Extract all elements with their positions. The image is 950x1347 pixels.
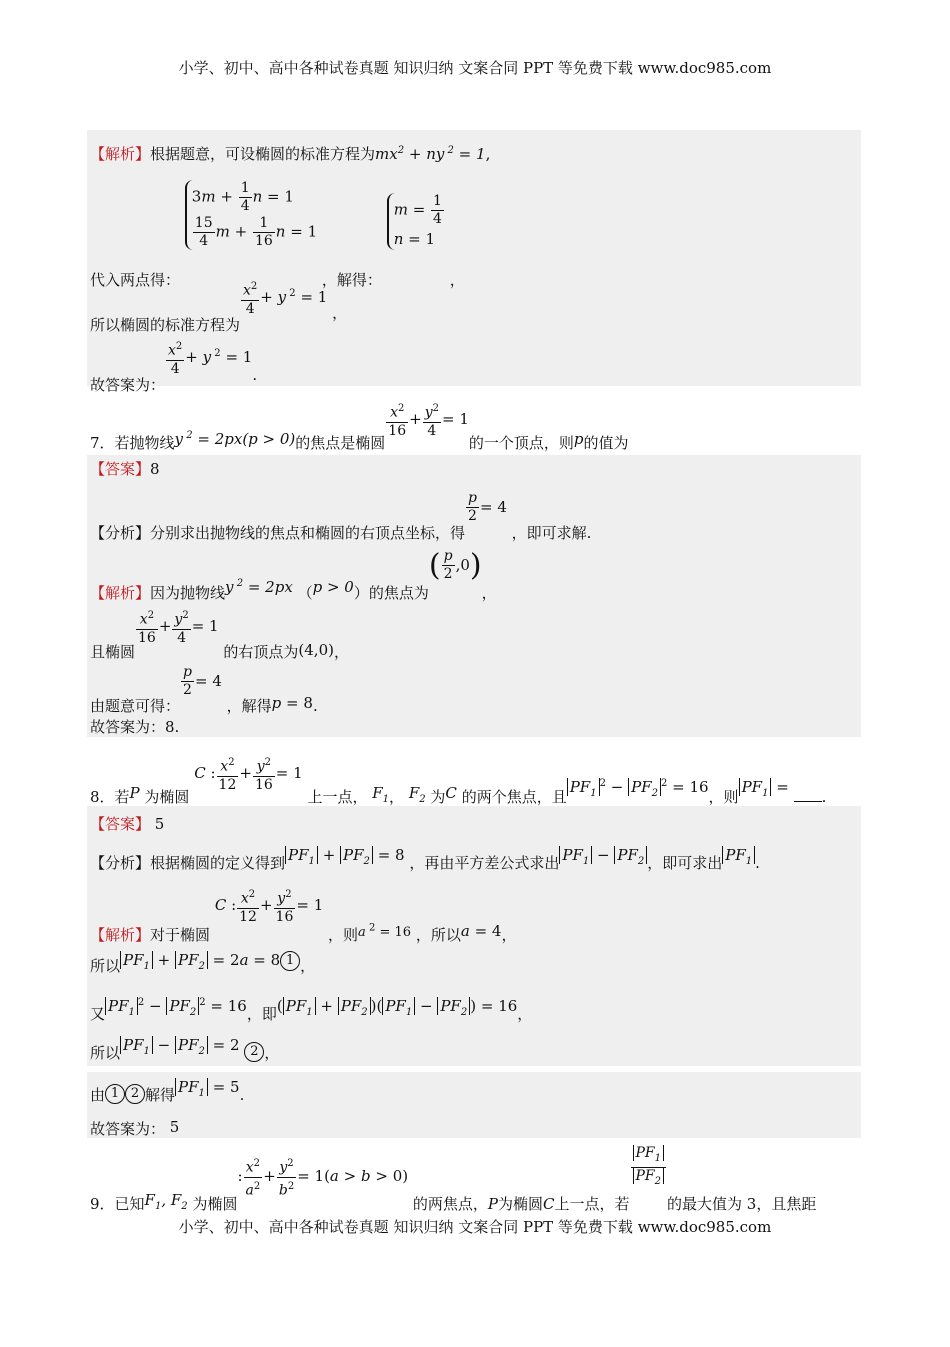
solution-text: （ xyxy=(297,583,313,602)
equation: $PF_1$ xyxy=(722,846,755,864)
question-text: 上一点， xyxy=(307,787,368,806)
question-text: ，则 xyxy=(708,787,739,806)
page-footer: 小学、初中、高中各种试卷真题 知识归纳 文案合同 PPT 等免费下载 www.doc985.com xyxy=(178,1218,772,1236)
question-text: 的一个顶点，则 xyxy=(468,433,574,452)
equation: C : $\frac{x^2}{12}$ + $\frac{y^2}{16}$ = 1 xyxy=(194,764,302,782)
page-header: 小学、初中、高中各种试卷真题 知识归纳 文案合同 PPT 等免费下载 www.doc985.com xyxy=(178,59,772,77)
variable: C xyxy=(543,1195,555,1214)
equation: $PF_1 - PF_2 = 2$ xyxy=(120,1036,240,1054)
answer-line xyxy=(90,814,164,834)
equation: $\frac{p}{2}$ = 4 xyxy=(468,490,507,524)
solution-text: 根据题意，可设椭圆的标准方程为 xyxy=(150,145,376,163)
solution-text: ，解得： xyxy=(321,271,382,289)
equation: $mx^2$ + ny $^2$ = 1 xyxy=(375,145,486,163)
solution-text: 因为抛物线 xyxy=(150,583,226,602)
solution-line xyxy=(90,338,258,394)
answer-tag: 【答案】 xyxy=(90,815,151,833)
question-text: 8．若 xyxy=(90,787,130,806)
circled-number: 1 xyxy=(105,1084,125,1104)
question-text: 的两个焦点，且 xyxy=(461,787,567,806)
solution-line xyxy=(90,1077,244,1104)
question-text: ， xyxy=(389,787,405,806)
equation: : $\frac{x^2}{a^2}$ + $\frac{y^2}{b^2}$ = 1(a > b > 0) xyxy=(237,1167,408,1185)
equation: y $^2$ = 2px xyxy=(225,577,293,596)
equation-system: m = $\frac{1}{4}$ n = 1 xyxy=(387,193,445,250)
solution-text: ， xyxy=(501,925,517,944)
equation: p = 8 xyxy=(271,693,313,712)
solution-text: ， xyxy=(332,303,348,322)
question-text: 9．已知 xyxy=(90,1195,145,1214)
question-text: 上一点，若 xyxy=(554,1195,630,1214)
solution-line xyxy=(90,547,497,602)
question-text: 的最大值为 3，且焦距 xyxy=(667,1195,817,1214)
equation: $PF_1 = 5$ xyxy=(175,1078,240,1096)
equation: $\frac{PF_1}{PF_2}$ xyxy=(630,1157,668,1175)
equation: y $^2$ = 2px(p > 0) xyxy=(174,429,296,448)
question-text: 为 xyxy=(430,787,446,806)
variable: p xyxy=(573,429,584,448)
equation: $\frac{x^2}{4}$ + y $^2$ = 1 xyxy=(240,288,327,306)
variable: $F_1$ xyxy=(372,783,390,805)
answer-value: 8 xyxy=(150,460,160,478)
solution-line xyxy=(90,717,179,737)
solution-line xyxy=(90,993,532,1023)
equation: $\frac{x^2}{16}$ + $\frac{y^2}{4}$ = 1 xyxy=(385,410,469,428)
question-text: 为椭圆 xyxy=(497,1195,543,1214)
variable: P xyxy=(487,1195,498,1214)
solution-text: 所以 xyxy=(90,957,121,975)
solution-text: 所以椭圆的标准方程为 xyxy=(90,315,241,334)
equation: $PF_1 + PF_2 = 2a = 8$ xyxy=(120,951,280,969)
solution-line xyxy=(90,278,348,334)
solution-text: 对于椭圆 xyxy=(150,925,211,944)
equation-system: 3m + $\frac{1}{4}$ n = 1 $\frac{15}{4}$ m + $\frac{1}{16}$ n = 1 xyxy=(185,180,317,250)
equation: p > 0 xyxy=(312,577,354,596)
equation: C : $\frac{x^2}{12}$ + $\frac{y^2}{16}$ = 1 xyxy=(215,896,323,914)
analysis-line xyxy=(90,490,592,542)
equation: $\frac{x^2}{4}$ + y $^2$ = 1 xyxy=(165,348,252,366)
solution-text: 故答案为：8. xyxy=(90,718,180,736)
circled-number: 1 xyxy=(280,951,300,971)
solution-text: . xyxy=(312,696,318,715)
question-line xyxy=(90,400,629,452)
solution-tag: 【解析】 xyxy=(90,145,151,163)
equation: a $^2$ = 16 xyxy=(358,922,412,940)
analysis-text: ，即可求解. xyxy=(511,523,592,542)
answer-line xyxy=(90,459,160,479)
solution-text: 由 xyxy=(90,1086,106,1104)
question-line xyxy=(90,1145,817,1214)
solution-line xyxy=(90,1117,179,1137)
solution-tag: 【解析】 xyxy=(90,925,151,944)
solution-line xyxy=(90,664,318,715)
circled-number: 2 xyxy=(244,1042,264,1062)
question-line xyxy=(90,750,827,806)
equation: $PF_1$ = xyxy=(739,778,789,796)
analysis-tag: 【分析】 xyxy=(90,523,151,542)
solution-text: 故答案为： xyxy=(90,375,166,394)
solution-line xyxy=(90,607,349,661)
answer-blank xyxy=(794,801,822,802)
question-text: 为椭圆 xyxy=(192,1195,238,1214)
question-text: 的两焦点， xyxy=(412,1195,488,1214)
equation: $PF_1 - PF_2$ xyxy=(559,846,647,864)
equation: ( $PF_1 + PF_2$ )( $PF_1 - PF_2$ ) = 16 xyxy=(276,997,518,1018)
solution-text: ， xyxy=(517,1005,533,1023)
solution-text: 又 xyxy=(90,1005,106,1023)
solution-text: ， xyxy=(481,583,497,602)
variable: P xyxy=(129,783,140,802)
solution-text: ， xyxy=(264,1044,280,1062)
analysis-tag: 【分析】 xyxy=(90,854,151,872)
solution-text: ， xyxy=(333,642,349,661)
question-text: 7．若抛物线 xyxy=(90,433,175,452)
equation: ( $\frac{p}{2}$ ,0) xyxy=(428,547,482,583)
equation: $PF_1 + PF_2 = 8$ xyxy=(285,846,405,864)
equation: (4,0) xyxy=(298,640,334,659)
answer-value: 5 xyxy=(169,1118,180,1136)
equation: $\frac{x^2}{16}$ + $\frac{y^2}{4}$ = 1 xyxy=(135,617,219,635)
solution-text: 代入两点得： xyxy=(90,271,181,289)
solution-tag: 【解析】 xyxy=(90,583,151,602)
solution-text: ）的焦点为 xyxy=(353,583,429,602)
solution-line: 【解析】根据题意，可设椭圆的标准方程为$mx^2$ + ny $^2$ = 1, xyxy=(90,145,491,163)
answer-tag: 【答案】 xyxy=(90,460,151,478)
solution-line xyxy=(90,950,315,977)
question-text: . xyxy=(821,787,827,806)
circled-number: 2 xyxy=(125,1084,145,1104)
equation: $PF_1^2 - PF_2^2 = 16$ xyxy=(567,778,709,796)
variable: $F_2$ xyxy=(408,783,426,805)
solution-text: 所以 xyxy=(90,1044,121,1062)
solution-text: 解得 xyxy=(145,1086,176,1104)
equation: a = 4 xyxy=(460,921,502,940)
solution-text: ，所以 xyxy=(415,925,461,944)
solution-line xyxy=(90,886,517,944)
solution-line xyxy=(90,172,465,289)
variable: $F_1$, $F_2$ xyxy=(144,1191,188,1213)
solution-text: ，则 xyxy=(328,925,359,944)
analysis-text: ，再由平方差公式求出 xyxy=(409,854,560,872)
solution-text: . xyxy=(239,1086,245,1104)
solution-line xyxy=(90,1035,279,1062)
analysis-text: 分别求出抛物线的焦点和椭圆的右顶点坐标，得 xyxy=(150,523,466,542)
solution-text: ，即 xyxy=(246,1005,277,1023)
solution-text: ，解得 xyxy=(226,696,272,715)
solution-text: 由题意可得： xyxy=(90,696,181,715)
analysis-text: 根据椭圆的定义得到 xyxy=(150,854,286,872)
question-text: 的焦点是椭圆 xyxy=(295,433,386,452)
solution-text: 故答案为： xyxy=(90,1120,166,1138)
solution-text: 且椭圆 xyxy=(90,642,136,661)
answer-value: 5 xyxy=(154,815,165,833)
solution-text: . xyxy=(252,365,258,384)
analysis-text: ，即可求出 xyxy=(647,854,723,872)
question-text: 为椭圆 xyxy=(144,787,190,806)
solution-text: ， xyxy=(300,957,316,975)
equation: $PF_1^2 - PF_2^2 = 16$ xyxy=(105,997,247,1015)
question-text: 的值为 xyxy=(583,433,629,452)
variable: C xyxy=(445,783,457,802)
solution-text: 的右顶点为 xyxy=(223,642,299,661)
analysis-text: . xyxy=(755,854,760,872)
analysis-line xyxy=(90,845,760,872)
equation: $\frac{p}{2}$ = 4 xyxy=(183,664,222,698)
solution-text: ， xyxy=(449,271,465,289)
